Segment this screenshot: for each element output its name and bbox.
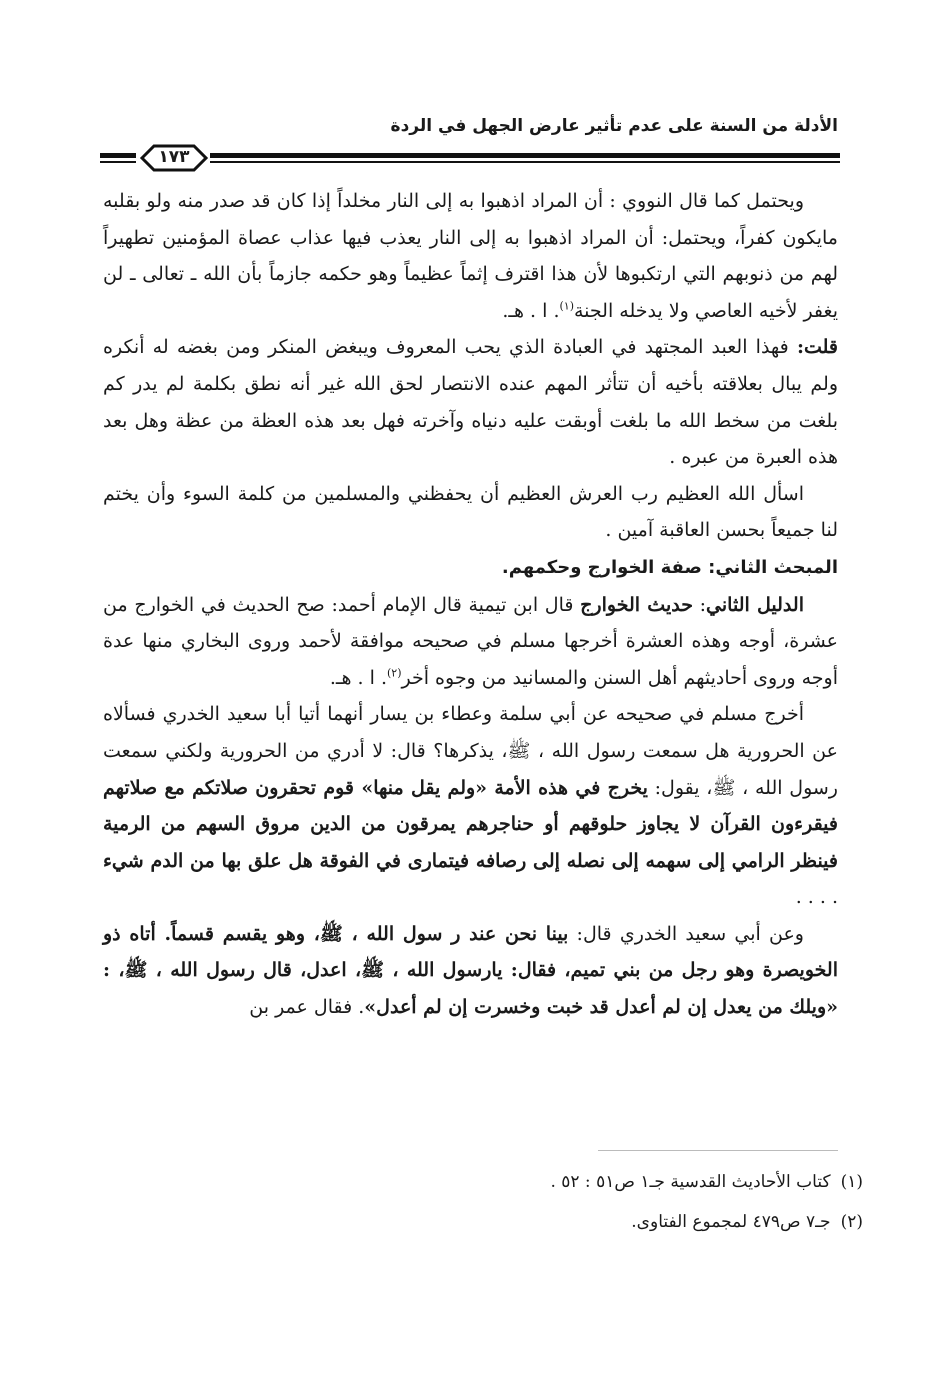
header-rule-thick-left bbox=[100, 153, 136, 158]
footnote-divider bbox=[598, 1150, 838, 1151]
hadith-quote: يخرج في هذه الأمة «ولم يقل منها» قوم تحقرون صلاتكم مع صلاتهم فيقرءون القرآن لا يجاوز حلوقهم أو حناجرهم يمرقون من الدين مروق السهم من الرمية فينظر الرامي إلى سهمه إلى نصله إلى رصافه فيتمارى في الفوقة هل علق بها من الدم شيء bbox=[103, 776, 838, 872]
main-text bbox=[103, 183, 838, 1026]
paragraph-text: وعن أبي سعيد الخدري قال: bbox=[568, 922, 804, 945]
paragraph-bold-term: حديث الخوارج bbox=[580, 593, 693, 616]
paragraph-supplication bbox=[103, 476, 838, 549]
paragraph-nawawi bbox=[103, 183, 838, 329]
paragraph-lead: الدليل الثاني bbox=[706, 593, 804, 616]
page-number-badge bbox=[140, 143, 208, 173]
paragraph-text: قال ابن تيمية قال الإمام أحمد: صح الحديث في الخوارج من عشرة، أوجه وهذه العشرة أخرجها مسلم في صحيحه موافقة لأحمد وروى البخاري منها عدة أوجه وروى أحاديثهم أهل السنن والمسانيد من وجوه أخر bbox=[103, 593, 838, 689]
running-header-title: الأدلة من السنة على عدم تأثير عارض الجهل في الردة bbox=[390, 116, 838, 136]
footnote-item bbox=[103, 1202, 863, 1242]
section-heading bbox=[103, 549, 838, 587]
paragraph-text: ويحتمل كما قال النووي : أن المراد اذهبوا به إلى النار مخلداً إذا كان قد صدر منه ولو بقلبه مايكون كفراً، ويحتمل: أن المراد اذهبوا به إلى النار يعذب فيها عذاب عصاة المؤمنين تطهيراً لهم من ذنوبهم التي ارتكبوها لأن هذا اقترف إثماً عظيماً وهو حكمه جازماً بأن الله ـ تعالى ـ لن يغفر لأخيه العاصي ولا يدخله الجنة bbox=[103, 190, 838, 322]
section-heading-text: المبحث الثاني: صفة الخوارج وحكمهم. bbox=[501, 556, 838, 578]
page-number: ١٧٣ bbox=[158, 147, 190, 167]
paragraph-lead: قلت: bbox=[796, 336, 838, 359]
footnote-number: (٢) bbox=[840, 1212, 863, 1232]
paragraph-qultu bbox=[103, 329, 838, 475]
header-rule bbox=[100, 143, 840, 173]
footnotes bbox=[103, 1162, 863, 1242]
paragraph-text: أخرج مسلم في صحيحه عن أبي سلمة وعطاء بن يسار أنهما أتيا أبا سعيد الخدري فسألاه عن الحرورية هل سمعت رسول الله ، ﷺ، يذكرها؟ قال: لا أدري من الحرورية ولكني سمعت رسول الله ، ﷺ، يقول: bbox=[103, 703, 838, 799]
header-rule-thick bbox=[210, 153, 840, 158]
paragraph-text: . ا . هـ. bbox=[502, 299, 560, 322]
paragraph-text: اسأل الله العظيم رب العرش العظيم أن يحفظني والمسلمين من كلمة السوء وأن يختم لنا جميعاً بحسن العاقبة آمين . bbox=[103, 482, 838, 542]
footnote-text: كتاب الأحاديث القدسية جـ١ ص٥١ : ٥٢ . bbox=[550, 1172, 831, 1192]
paragraph-abu-said bbox=[103, 916, 838, 1026]
paragraph-text: . . . . bbox=[795, 886, 838, 909]
header-rule-thin-left bbox=[100, 161, 136, 163]
paragraph-text: فهذا العبد المجتهد في العبادة الذي يحب المعروف ويبغض المنكر ومن بغضه له أنكره ولم يبال بعلاقته بأخيه أن تتأثر المهم عنده الانتصار لحق الله غير أنه نطق بكلمة لم يدر كم بلغت من سخط الله ما بلغت أوبقت عليه دنياه وآخرته فهل بعد هذه العظة من عظة وهل بعد هذه العبرة من عبره . bbox=[103, 336, 838, 469]
footnote-ref-1[interactable]: (١) bbox=[559, 299, 574, 313]
paragraph-second-evidence bbox=[103, 587, 838, 697]
footnote-text: جـ٧ ص٤٧٩ لمجموع الفتاوى. bbox=[631, 1212, 831, 1232]
header-rule-thin bbox=[210, 161, 840, 163]
hadith-quote: بينا نحن عند ر سول الله ، ﷺ، وهو يقسم قسماً. أتاه ذو الخويصرة وهو رجل من بني تميم، فقال: يارسول الله ، ﷺ، اعدل، قال رسول الله ، ﷺ، : «ويلك من يعدل إن لم أعدل قد خبت وخسرت إن لم أعدل» bbox=[103, 922, 838, 1019]
paragraph-text: . ا . هـ. bbox=[329, 666, 387, 689]
footnote-ref-2[interactable]: (٢) bbox=[386, 666, 402, 680]
paragraph-text: . فقال عمر بن bbox=[249, 996, 365, 1019]
paragraph-text: : bbox=[692, 593, 707, 616]
paragraph-hadith-muslim bbox=[103, 696, 838, 916]
footnote-number: (١) bbox=[840, 1172, 863, 1192]
footnote-item bbox=[103, 1162, 863, 1202]
